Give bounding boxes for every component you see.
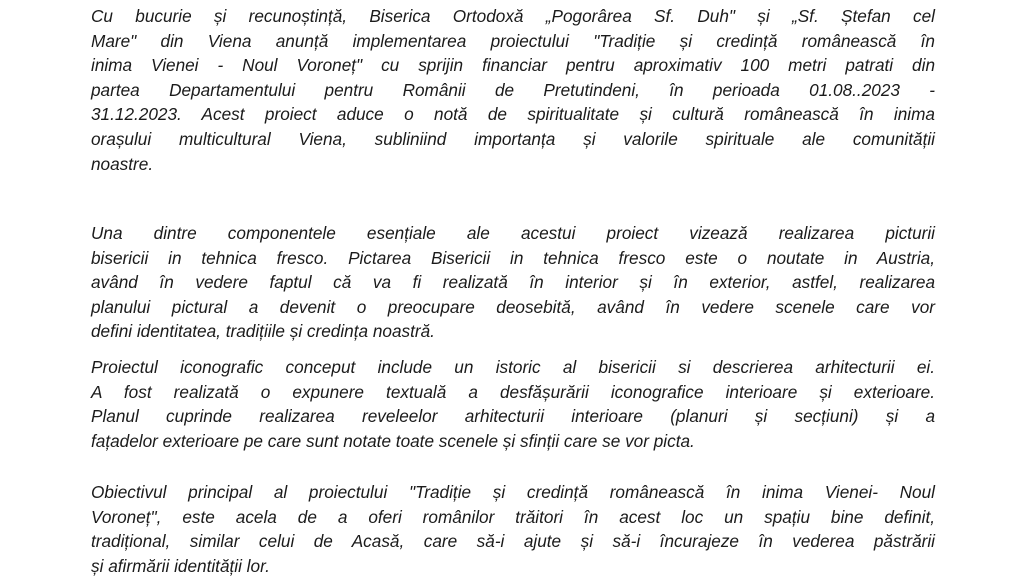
paragraph-line: Mare" din Viena anunță implementarea proiectului "Tradiție și credință românească în — [91, 30, 935, 51]
paragraph-line: Planul cuprinde realizarea reveleelor arhitecturii interioare (planuri și secțiuni) și a — [91, 406, 935, 427]
paragraph-announcement — [91, 4, 935, 176]
paragraph-line: Obiectivul principal al proiectului "Tradiție și credință românească în inima Vienei- Noul — [91, 482, 935, 502]
paragraph-line: noastre. — [91, 153, 154, 174]
paragraph-line: și afirmării identității lor. — [91, 555, 270, 576]
paragraph-line: Cu bucurie și recunoștință, Biserica Ortodoxă „Pogorârea Sf. Duh" și „Sf. Ștefan cel — [91, 6, 935, 26]
paragraph-line: Una dintre componentele esențiale ale acestui proiect vizează realizarea picturii — [91, 223, 935, 243]
paragraph-line: defini identitatea, tradițiile și credința noastră. — [91, 321, 435, 342]
paragraph-line: Proiectul iconografic conceput include un istoric al bisericii si descrierea arhitecturii ei. — [91, 357, 935, 377]
paragraph-line: A fost realizată o expunere textuală a desfășurării iconografice interioare și exterioare. — [91, 381, 935, 402]
paragraph-iconographic-project — [91, 355, 935, 453]
paragraph-line: orașului multicultural Viena, subliniind importanța și valorile spirituale ale comunității — [91, 128, 935, 149]
paragraph-line: bisericii in tehnica fresco. Pictarea Bisericii in tehnica fresco este o noutate in Austria, — [91, 247, 935, 268]
paragraph-line: fațadelor exterioare pe care sunt notate toate scenele și sfinții care se vor picta. — [91, 430, 695, 451]
paragraph-line: planului pictural a devenit o preocupare deosebită, având în vedere scenele care vor — [91, 296, 935, 317]
paragraph-fresco — [91, 221, 935, 344]
paragraph-line: Voroneț", este acela de a oferi românilor trăitori în acest loc un spațiu bine definit, — [91, 506, 935, 527]
paragraph-line: partea Departamentului pentru Românii de Pretutindeni, în perioada 01.08..2023 - — [91, 79, 935, 100]
paragraph-line: inima Vienei - Noul Voroneț" cu sprijin financiar pentru aproximativ 100 metri patrati din — [91, 55, 935, 76]
paragraph-line: tradițional, similar celui de Acasă, care să-i ajute și să-i încurajeze în vederea păstrării — [91, 531, 935, 552]
paragraph-line: având în vedere faptul că va fi realizată în interior și în exterior, astfel, realizarea — [91, 272, 935, 293]
paragraph-main-objective — [91, 480, 935, 578]
paragraph-line: 31.12.2023. Acest proiect aduce o notă de spiritualitate și cultură românească în inima — [91, 104, 935, 125]
